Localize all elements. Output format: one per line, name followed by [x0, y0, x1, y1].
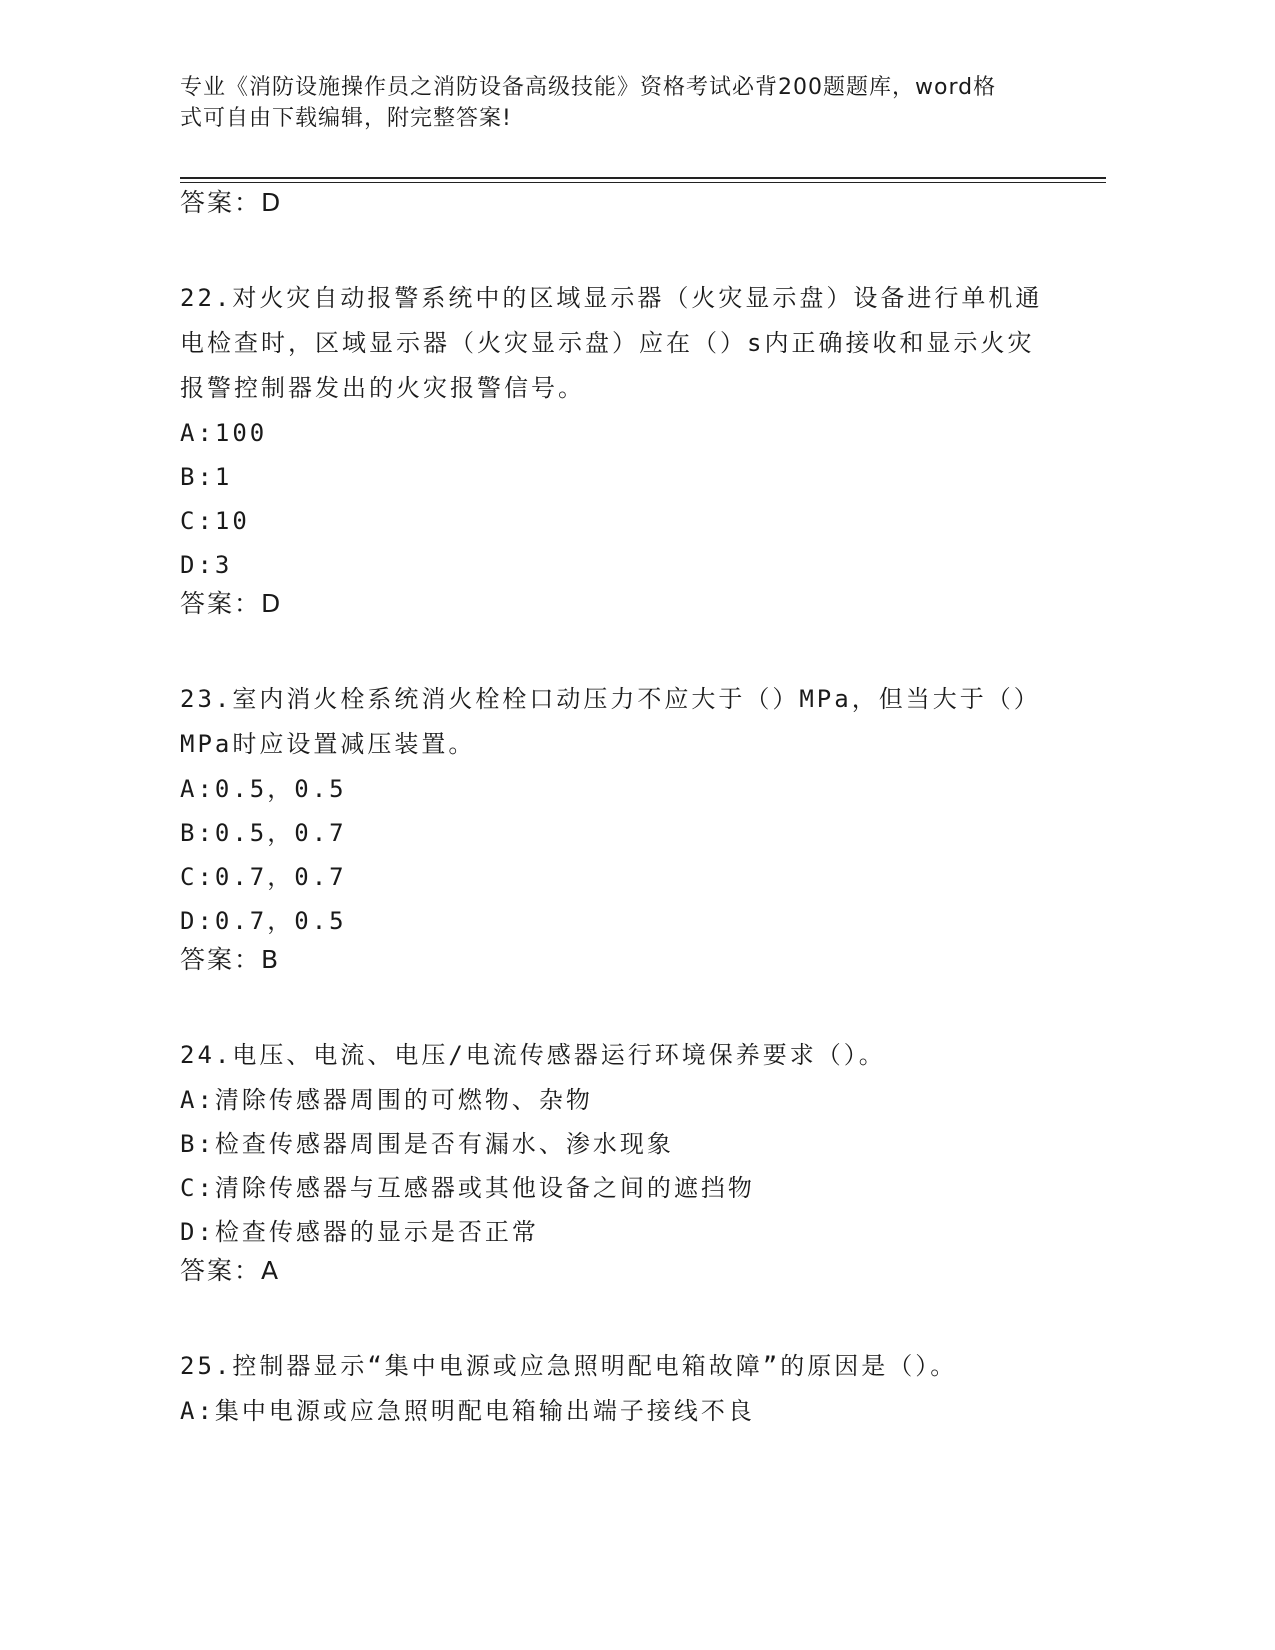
document-body: [180, 186, 1060, 1433]
header-line-1: 专业《消防设施操作员之消防设备高级技能》资格考试必背200题题库，word格: [180, 75, 997, 100]
option-list: [180, 767, 1060, 943]
option-letter: D:: [180, 551, 215, 579]
option-c: [180, 499, 1060, 543]
option-c: [180, 1166, 1060, 1210]
option-d: [180, 1210, 1060, 1254]
option-letter: A:: [180, 1397, 215, 1425]
answer-value: D: [261, 589, 281, 618]
question-stem: 23.室内消火栓系统消火栓栓口动压力不应大于（）MPa，但当大于（）MPa时应设置减压装置。: [180, 685, 1041, 758]
option-list: [180, 1389, 1060, 1433]
option-letter: B:: [180, 1130, 215, 1158]
question-stem: 24.电压、电流、电压/电流传感器运行环境保养要求（）。: [180, 1041, 886, 1069]
question-answer: [180, 943, 1060, 977]
option-text: 清除传感器与互感器或其他设备之间的遮挡物: [214, 1174, 755, 1202]
header-rule-thick: [180, 177, 1106, 179]
option-text: 1: [214, 463, 233, 491]
option-a: [180, 767, 1060, 811]
question-22: [180, 272, 1060, 621]
question-stem: 22.对火灾自动报警系统中的区域显示器（火灾显示盘）设备进行单机通电检查时，区域显示器（火灾显示盘）应在（）s内正确接收和显示火灾报警控制器发出的火灾报警信号。: [180, 284, 1043, 402]
option-text: 0.7，0.5: [214, 907, 347, 935]
option-a: [180, 1078, 1060, 1122]
option-b: [180, 455, 1060, 499]
question-23: [180, 673, 1060, 977]
option-letter: B:: [180, 463, 215, 491]
option-text: 10: [214, 507, 250, 535]
answer-value: D: [261, 188, 281, 217]
question-answer: [180, 1254, 1060, 1288]
option-letter: B:: [180, 819, 215, 847]
option-b: [180, 1122, 1060, 1166]
answer-label: 答案：: [180, 188, 262, 217]
answer-value: A: [261, 1256, 279, 1285]
option-text: 3: [214, 551, 233, 579]
question-24: [180, 1029, 1060, 1288]
question-answer: [180, 587, 1060, 621]
option-text: 0.7，0.7: [214, 863, 347, 891]
option-letter: C:: [180, 507, 215, 535]
option-text: 0.5，0.5: [214, 775, 347, 803]
option-letter: A:: [180, 419, 215, 447]
answer-label: 答案：: [180, 1256, 262, 1285]
option-text: 清除传感器周围的可燃物、杂物: [214, 1086, 593, 1114]
option-d: [180, 899, 1060, 943]
answer-value: B: [261, 945, 279, 974]
header-line-2: 式可自由下载编辑，附完整答案!: [180, 106, 512, 131]
option-letter: D:: [180, 1218, 215, 1246]
option-text: 检查传感器的显示是否正常: [214, 1218, 539, 1246]
question-25: [180, 1340, 1060, 1433]
option-d: [180, 543, 1060, 587]
option-letter: C:: [180, 863, 215, 891]
option-a: [180, 411, 1060, 455]
answer-label: 答案：: [180, 589, 262, 618]
option-text: 检查传感器周围是否有漏水、渗水现象: [214, 1130, 674, 1158]
question-stem: 25.控制器显示“集中电源或应急照明配电箱故障”的原因是（）。: [180, 1352, 958, 1380]
option-letter: C:: [180, 1174, 215, 1202]
option-list: [180, 1078, 1060, 1254]
previous-answer: [180, 186, 1060, 220]
option-a: [180, 1389, 1060, 1433]
header-rule-thin: [180, 182, 1106, 183]
option-text: 0.5，0.7: [214, 819, 347, 847]
document-header: [180, 72, 1060, 134]
option-letter: A:: [180, 1086, 215, 1114]
option-letter: A:: [180, 775, 215, 803]
option-list: [180, 411, 1060, 587]
option-b: [180, 811, 1060, 855]
option-text: 100: [214, 419, 268, 447]
option-letter: D:: [180, 907, 215, 935]
answer-label: 答案：: [180, 945, 262, 974]
option-text: 集中电源或应急照明配电箱输出端子接线不良: [214, 1397, 755, 1425]
option-c: [180, 855, 1060, 899]
